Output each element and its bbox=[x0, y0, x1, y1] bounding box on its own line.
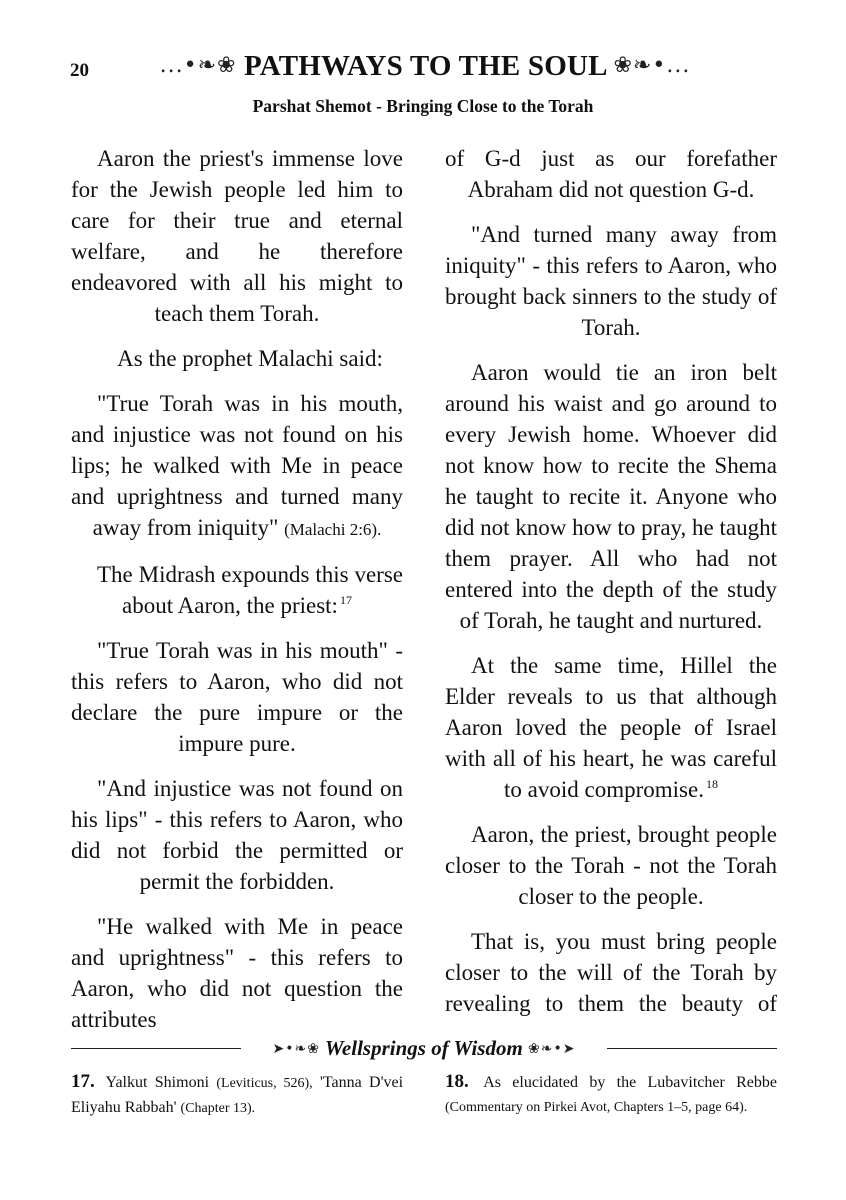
paragraph: Aaron the priest's immense love for the Jewish people led him to care for their true and eternal welfare, and he therefore endeavored with all his might to teach them Torah. bbox=[71, 146, 403, 326]
right-column bbox=[445, 143, 777, 1019]
footnote-17: 17. Yalkut Shimoni (Leviticus, 526), 'Tanna D'vei Eliyahu Rabbah' (Chapter 13). bbox=[71, 1071, 404, 1116]
paragraph: "True Torah was in his mouth, and injustice was not found on his lips; he walked with Me in peace and uprightness and turned many away from iniquity" (Malachi 2:6). bbox=[71, 391, 403, 540]
paragraph: "He walked with Me in peace and uprightness" - this refers to Aaron, who did not question the attributes bbox=[71, 914, 403, 1032]
footnote-divider bbox=[71, 1036, 777, 1062]
paragraph: At the same time, Hillel the Elder reveals to us that although Aaron loved the people of Israel with all of his heart, he was careful to avoid compromise. $^{18}$ bbox=[445, 653, 777, 802]
paragraph: of G-d just as our forefather Abraham did not question G-d. bbox=[445, 146, 777, 202]
ornament-right-icon: ❀❧•... bbox=[613, 53, 691, 78]
paragraph: Aaron would tie an iron belt around his waist and go around to every Jewish home. Whoever did not know how to recite the Shema he taught to recite it. Anyone who did not know how to pray, he taught them prayer. All who had not entered into the depth of the study of Torah, he taught and nurtured. bbox=[445, 360, 777, 633]
paragraph: Aaron, the priest, brought people closer to the Torah - not the Torah closer to the people. bbox=[445, 822, 777, 909]
verse-source: (Malachi 2:6). bbox=[284, 520, 382, 539]
chapter-subtitle: Parshat Shemot - Bringing Close to the Torah bbox=[252, 96, 594, 116]
footer-title-text: Wellsprings of Wisdom bbox=[324, 1036, 523, 1060]
page-number: 20 bbox=[70, 60, 89, 81]
paragraph: That is, you must bring people closer to the will of the Torah by revealing to them the beauty of bbox=[445, 929, 777, 1016]
running-title bbox=[130, 50, 720, 83]
footer-ornament-right-icon: ❀❧•➤ bbox=[528, 1041, 576, 1057]
paragraph: The Midrash expounds this verse about Aaron, the priest: $^{17}$ bbox=[97, 562, 403, 618]
left-column bbox=[71, 143, 403, 1035]
footnote-number: 18. bbox=[445, 1071, 469, 1092]
footer-ornament-left-icon: ➤•❧❀ bbox=[272, 1041, 320, 1057]
footer-title bbox=[71, 1036, 777, 1061]
ornament-left-icon: ...•❧❀ bbox=[159, 53, 237, 78]
paragraph: "True Torah was in his mouth" - this refers to Aaron, who did not declare the pure impure or the impure pure. bbox=[71, 638, 403, 756]
paragraph: As the prophet Malachi said: bbox=[117, 346, 383, 371]
paragraph: "And turned many away from iniquity" - this refers to Aaron, who brought back sinners to the study of Torah. bbox=[445, 222, 777, 340]
footnote-ref: 18 bbox=[705, 777, 718, 791]
paragraph: "And injustice was not found on his lips" - this refers to Aaron, who did not forbid the permitted or permit the forbidden. bbox=[71, 776, 403, 894]
footnote-ref: 17 bbox=[339, 593, 352, 607]
footnote-18: 18. As elucidated by the Lubavitcher Rebbe (Commentary on Pirkei Avot, Chapters 1–5, page 64). bbox=[445, 1071, 777, 1115]
running-title-text: PATHWAYS TO THE SOUL bbox=[243, 50, 607, 82]
footnote-number: 17. bbox=[71, 1071, 95, 1092]
